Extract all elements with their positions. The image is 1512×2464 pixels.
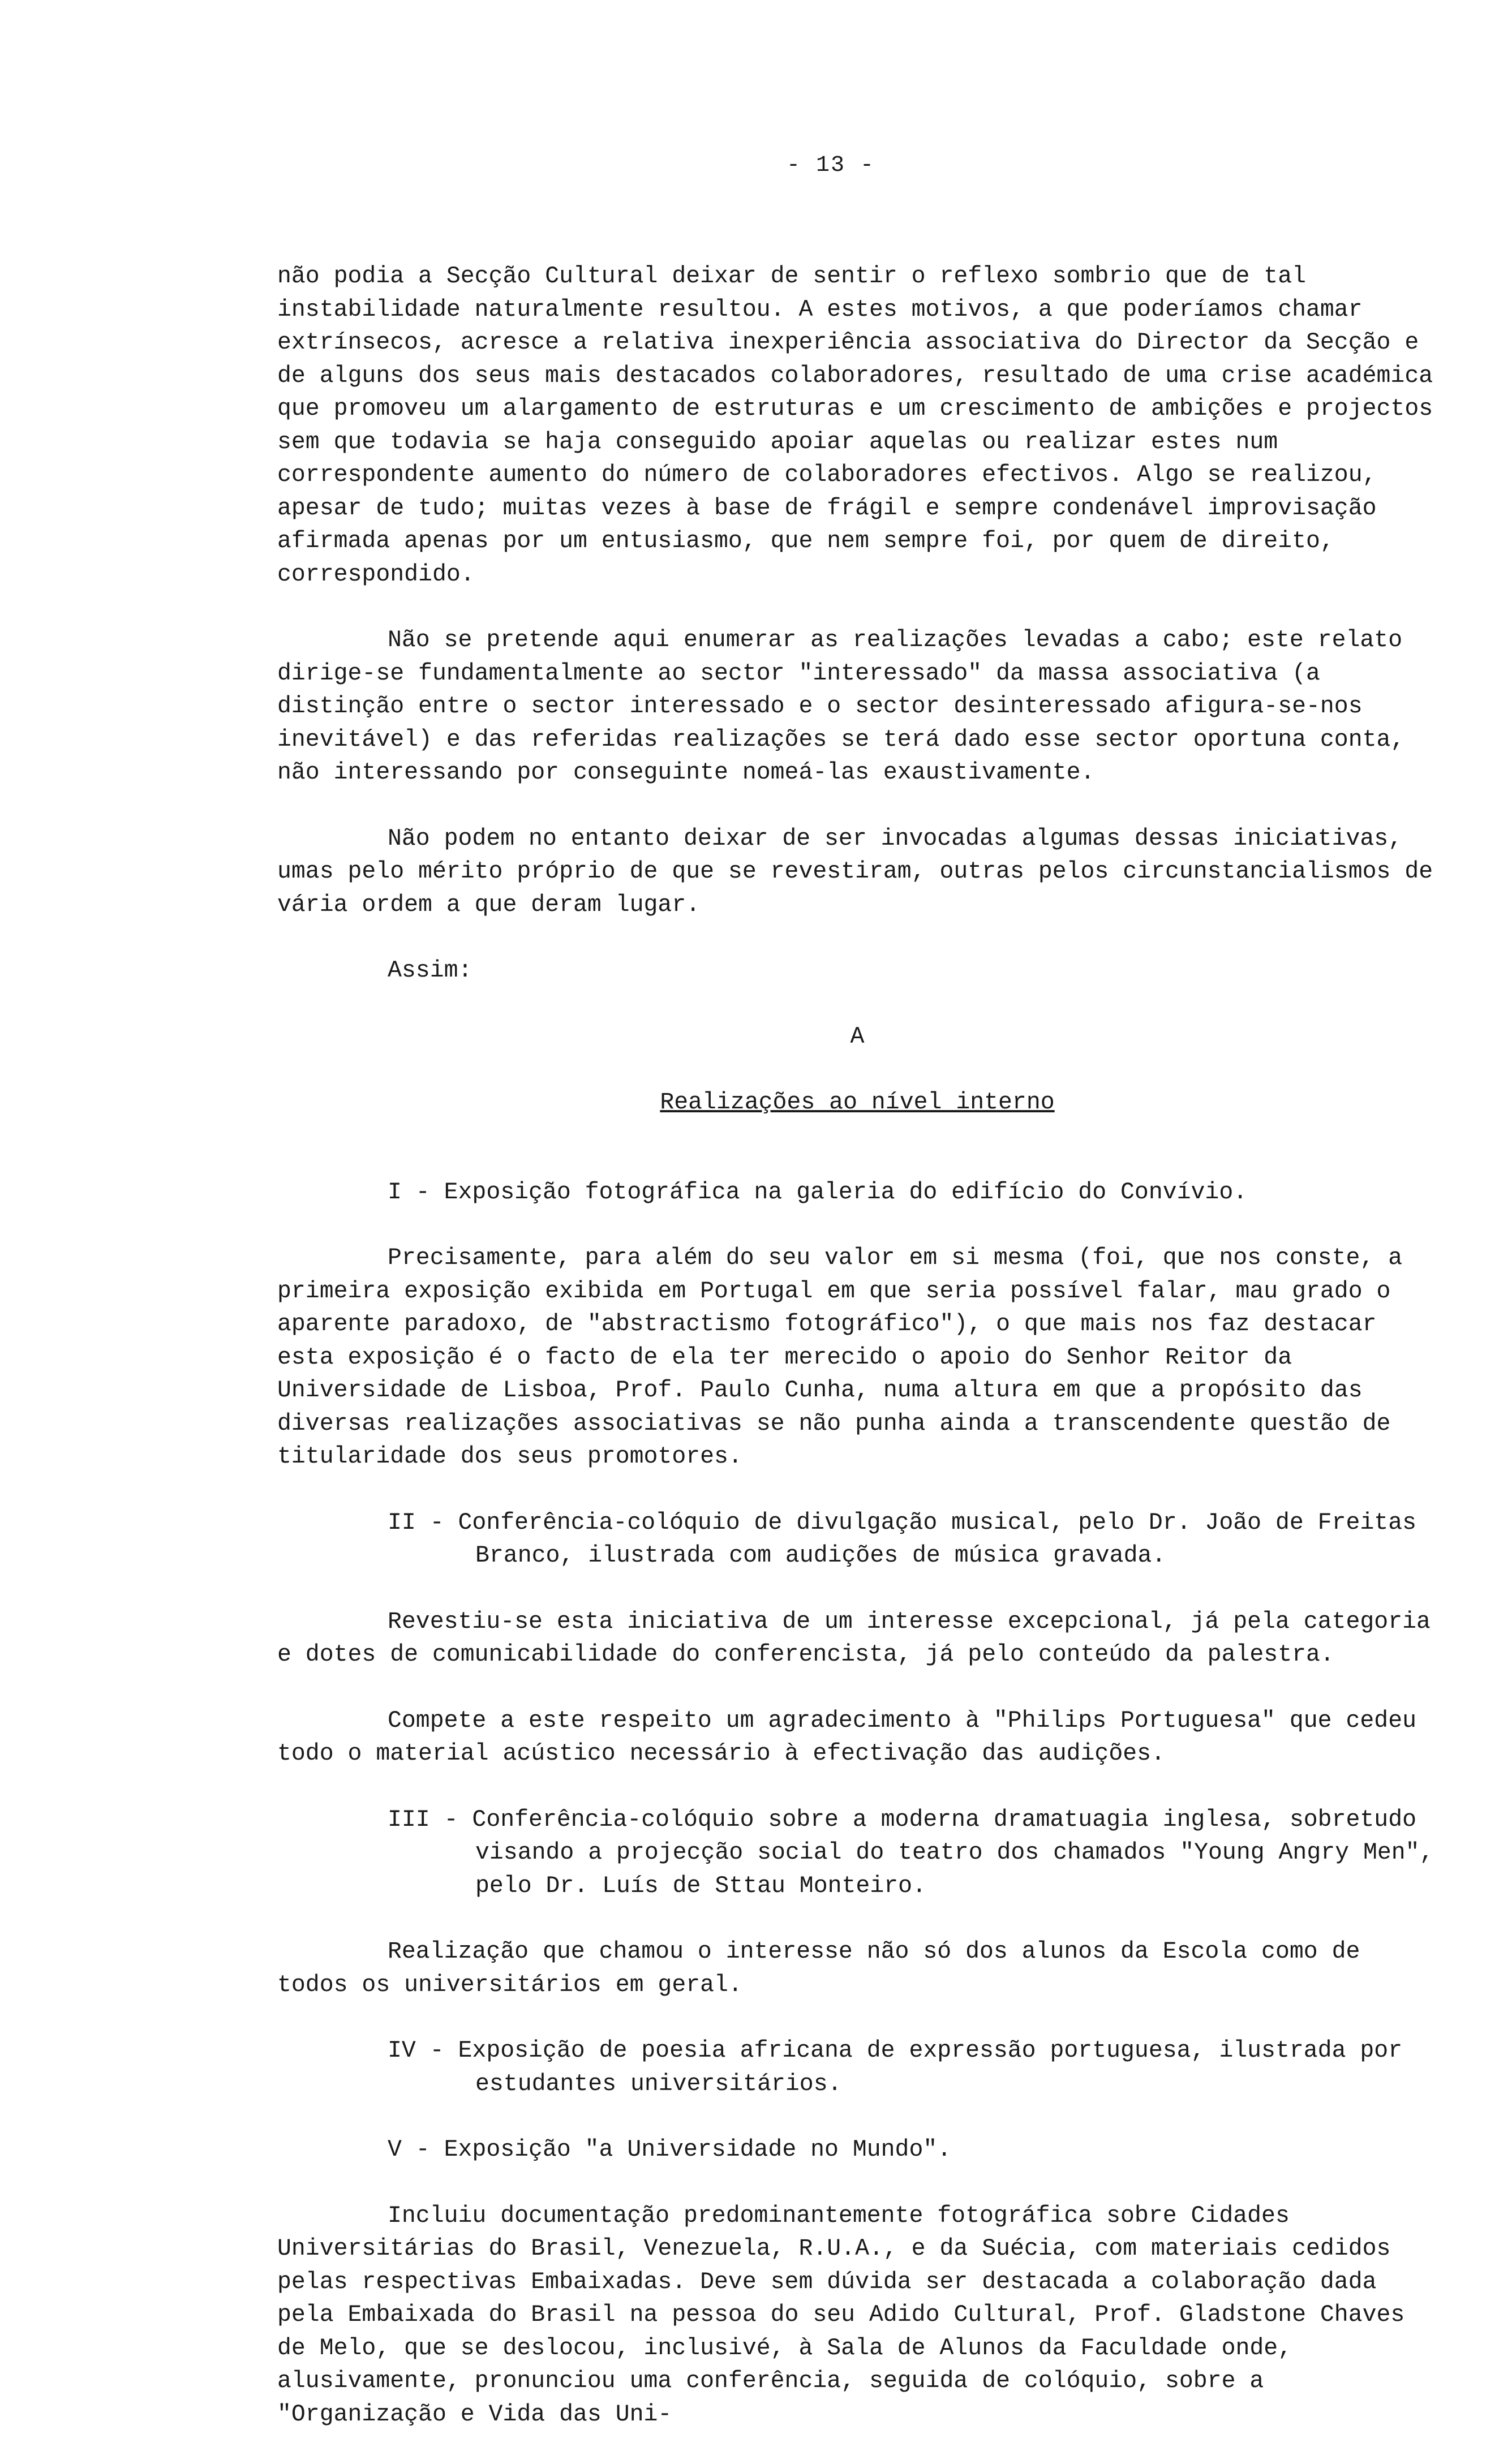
section-title [277,1086,1437,1120]
paragraph: Realização que chamou o interesse não só dos alunos da Escola como de todos os universitários em geral. [277,1938,1360,1998]
list-item [277,1176,1437,1210]
list-item [277,2134,1437,2167]
section-letter: A [850,1023,865,1050]
list-item-text: I - Exposição fotográfica na galeria do edifício do Convívio. [388,1179,1248,1206]
paragraph: Incluiu documentação predominantemente fotográfica sobre Cidades Universitárias do Brasil, Venezuela, R.U.A., e da Suécia, com materiais cedidos pelas respectivas Embaixadas. Deve sem dúvida ser destacada a colaboração dada pela Embaixada do Brasil na pessoa do seu Adido Cultural, Prof. Gladstone Chaves de Melo, que se deslocou, inclusivé, à Sala de Alunos da Faculdade onde, alusivamente, pronunciou uma conferência, seguida de colóquio, sobre a "Organização e Vida das Uni- [277,2202,1405,2428]
page-number: - 13 - [787,153,875,178]
list-item [277,1804,1437,1903]
paragraph: não podia a Secção Cultural deixar de sentir o reflexo sombrio que de tal instabilidade naturalmente resultou. A estes motivos, a que poderíamos chamar extrínsecos, acresce a relativa inexperiência associativa do Director da Secção e de alguns dos seus mais destacados colaboradores, resultado de uma crise académica que promoveu um alargamento de estruturas e um crescimento de ambições e projectos sem que todavia se haja conseguido apoiar aquelas ou realizar estes num correspondente aumento do número de colaboradores efectivos. Algo se realizou, apesar de tudo; muitas vezes à base de frágil e sempre condenável improvisação afirmada apenas por um entusiasmo, que nem sempre foi, por quem de direito, correspondido. [277,263,1433,588]
paragraph: Compete a este respeito um agradecimento à "Philips Portuguesa" que cedeu todo o material acústico necessário à efectivação das audições. [277,1707,1416,1767]
list-item-text: III - Conferência-colóquio sobre a moderna dramatuagia inglesa, sobretudo visando a projecção social do teatro dos chamados "Young Angry Men", pelo Dr. Luís de Sttau Monteiro. [388,1806,1434,1899]
paragraph: Não se pretende aqui enumerar as realizações levadas a cabo; este relato dirige-se fundamentalmente ao sector "interessado" da massa associativa (a distinção entre o sector interessado e o sector desinteressado afigura-se-nos inevitável) e das referidas realizações se terá dado esse sector oportuna conta, não interessando por conseguinte nomeá-las exaustivamente. [277,627,1405,786]
paragraph: Precisamente, para além do seu valor em si mesma (foi, que nos conste, a primeira exposição exibida em Portugal em que seria possível falar, mau grado o aparente paradoxo, de "abstractismo fotográfico"), o que mais nos faz destacar esta exposição é o facto de ela ter merecido o apoio do Senhor Reitor da Universidade de Lisboa, Prof. Paulo Cunha, numa altura em que a propósito das diversas realizações associativas se não punha ainda a transcendente questão de titularidade dos seus promotores. [277,1245,1403,1470]
paragraph: Não podem no entanto deixar de ser invocadas algumas dessas iniciativas, umas pelo mérito próprio de que se revestiram, outras pelos circunstancialismos de vária ordem a que deram lugar. [277,825,1433,918]
list-item-text: V - Exposição "a Universidade no Mundo". [388,2136,952,2163]
section-title-text: Realizações ao nível interno [660,1089,1055,1116]
list-item-text: II - Conferência-colóquio de divulgação musical, pelo Dr. João de Freitas Branco, ilustrada com audições de música gravada. [388,1509,1416,1569]
list-item [277,2035,1437,2101]
paragraph: Assim: [388,957,472,984]
paragraph: Revestiu-se esta iniciativa de um interesse excepcional, já pela categoria e dotes de comunicabilidade do conferencista, já pelo conteúdo da palestra. [277,1608,1431,1668]
body-text [277,260,1437,2464]
list-item [277,1507,1437,1573]
list-item-text: IV - Exposição de poesia africana de expressão portuguesa, ilustrada por estudantes universitários. [388,2037,1403,2097]
